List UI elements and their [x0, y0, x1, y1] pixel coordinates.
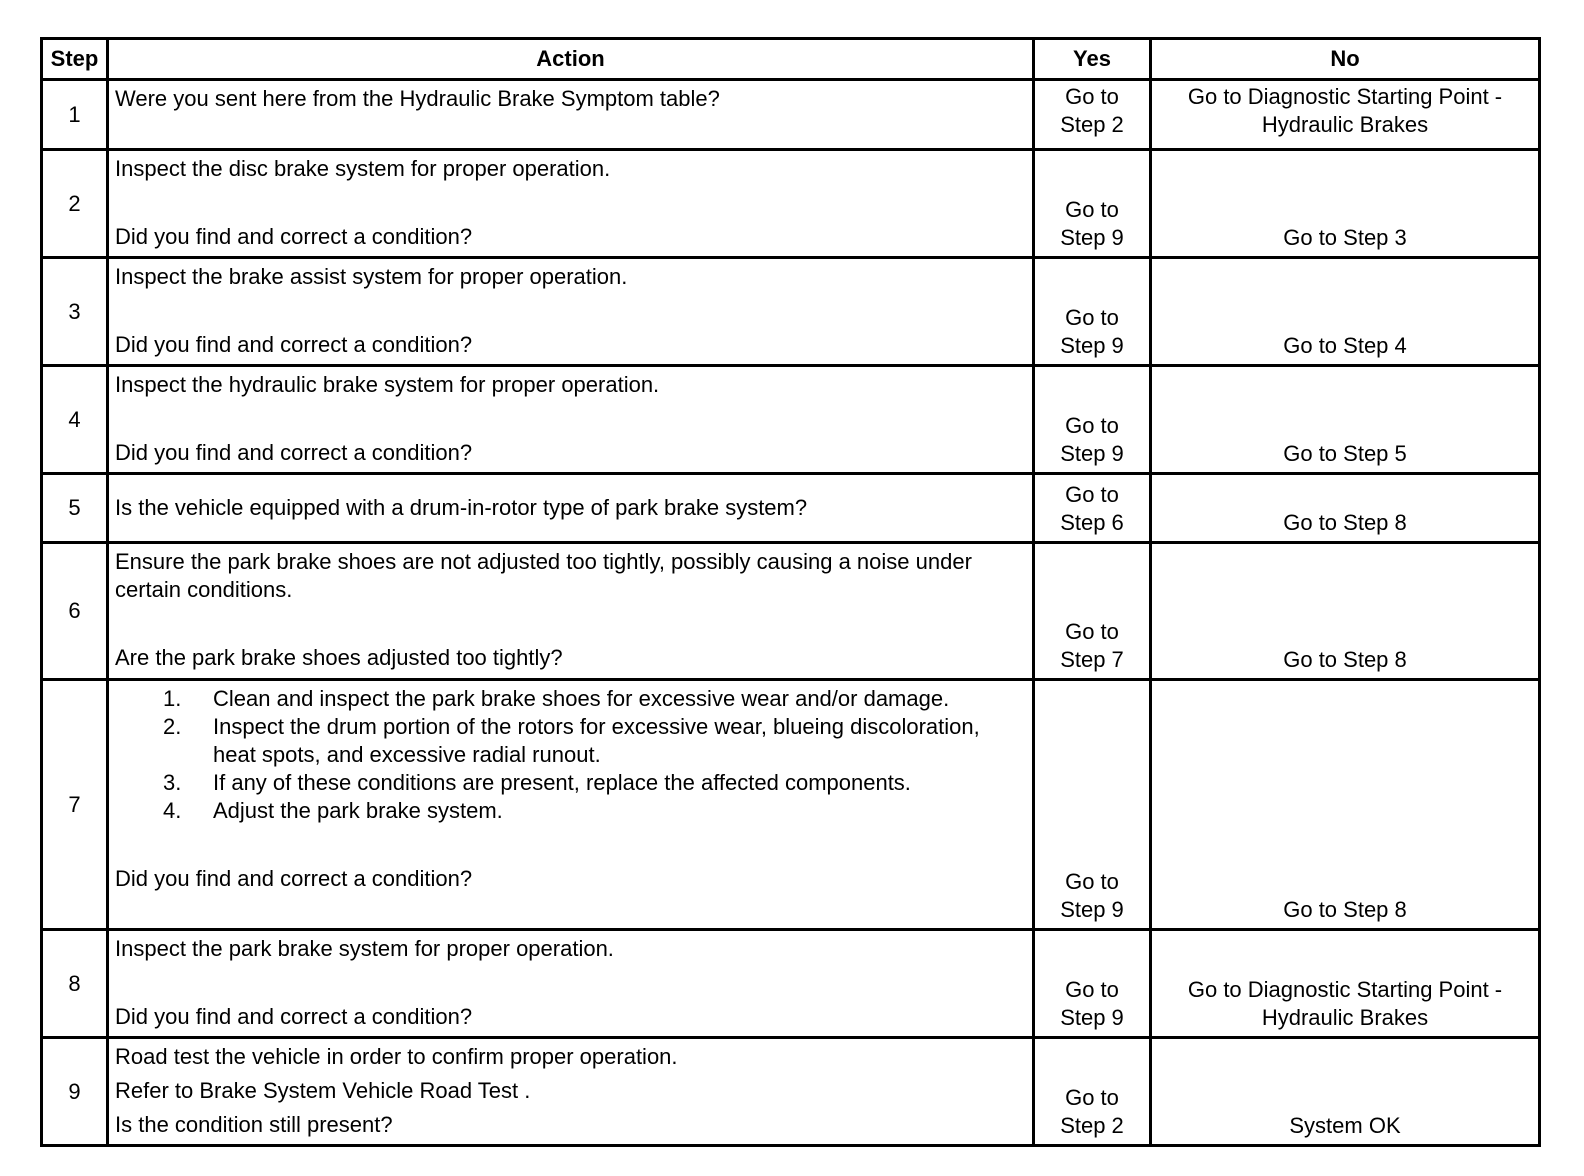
yes-link-line2[interactable]: Step 6 [1060, 510, 1124, 535]
yes-link-line2[interactable]: Step 2 [1060, 112, 1124, 137]
table-row [42, 80, 1540, 150]
action-question: Did you find and correct a condition? [115, 1004, 473, 1029]
header-action: Action [108, 39, 1034, 80]
step-number: 4 [42, 366, 108, 474]
action-text: Road test the vehicle in order to confirm proper operation. [115, 1044, 678, 1069]
step-number: 8 [42, 930, 108, 1038]
yes-cell [1034, 680, 1151, 930]
substep-text: If any of these conditions are present, replace the affected components. [213, 770, 911, 795]
header-yes: Yes [1034, 39, 1151, 80]
action-question: Did you find and correct a condition? [115, 866, 473, 891]
step-number: 2 [42, 150, 108, 258]
action-question: Did you find and correct a condition? [115, 332, 473, 357]
table-row [42, 150, 1540, 258]
step-number: 5 [42, 474, 108, 543]
action-cell [108, 258, 1034, 366]
substep-text: Clean and inspect the park brake shoes for excessive wear and/or damage. [213, 686, 950, 711]
no-link[interactable]: Go to Step 8 [1283, 897, 1407, 922]
yes-link-line1[interactable]: Go to [1065, 482, 1119, 507]
yes-link-line1[interactable]: Go to [1065, 1085, 1119, 1110]
yes-cell [1034, 366, 1151, 474]
no-link[interactable]: Go to Step 3 [1283, 225, 1407, 250]
yes-link-line1[interactable]: Go to [1065, 413, 1119, 438]
step-number: 3 [42, 258, 108, 366]
list-item [115, 769, 1026, 797]
yes-link-line2[interactable]: Step 9 [1060, 225, 1124, 250]
action-cell [108, 366, 1034, 474]
yes-link-line1[interactable]: Go to [1065, 619, 1119, 644]
yes-cell [1034, 1038, 1151, 1146]
diagnostic-table [40, 37, 1541, 1147]
action-text: Is the vehicle equipped with a drum-in-rotor type of park brake system? [115, 495, 808, 520]
no-cell [1151, 258, 1540, 366]
action-text: Inspect the disc brake system for proper operation. [115, 156, 611, 181]
no-link-line2[interactable]: Hydraulic Brakes [1261, 112, 1429, 137]
reference-link[interactable]: Refer to Brake System Vehicle Road Test . [115, 1078, 531, 1103]
yes-link-line1[interactable]: Go to [1065, 305, 1119, 330]
table-row [42, 474, 1540, 543]
no-link-line1[interactable]: Go to Diagnostic Starting Point - [1187, 84, 1503, 109]
step-number: 7 [42, 680, 108, 930]
table-row [42, 680, 1540, 930]
table-row [42, 258, 1540, 366]
action-cell [108, 474, 1034, 543]
substep-number: 4. [163, 798, 182, 823]
yes-cell [1034, 150, 1151, 258]
no-cell [1151, 543, 1540, 680]
yes-link-line1[interactable]: Go to [1065, 84, 1119, 109]
yes-link-line2[interactable]: Step 9 [1060, 897, 1124, 922]
header-step: Step [42, 39, 108, 80]
table-row [42, 366, 1540, 474]
yes-link-line2[interactable]: Step 7 [1060, 647, 1124, 672]
action-cell [108, 80, 1034, 150]
no-cell [1151, 474, 1540, 543]
no-link[interactable]: Go to Step 8 [1283, 647, 1407, 672]
yes-link-line2[interactable]: Step 2 [1060, 1113, 1124, 1138]
no-link[interactable]: Go to Step 8 [1283, 510, 1407, 535]
yes-cell [1034, 930, 1151, 1038]
no-link[interactable]: Go to Step 5 [1283, 441, 1407, 466]
list-item [115, 713, 1026, 769]
step-number: 6 [42, 543, 108, 680]
yes-cell [1034, 80, 1151, 150]
no-cell [1151, 1038, 1540, 1146]
yes-cell [1034, 258, 1151, 366]
substep-text: Inspect the drum portion of the rotors for excessive wear, blueing discoloration, heat spots, and excessive radial runout. [213, 714, 980, 767]
table-row [42, 930, 1540, 1038]
substep-number: 3. [163, 770, 182, 795]
no-link-line1[interactable]: Go to Diagnostic Starting Point - [1187, 977, 1503, 1002]
action-text: Ensure the park brake shoes are not adjusted too tightly, possibly causing a noise under certain conditions. [115, 549, 972, 602]
substep-number: 2. [163, 714, 182, 739]
table-row [42, 1038, 1540, 1146]
yes-cell [1034, 474, 1151, 543]
action-text: Inspect the hydraulic brake system for proper operation. [115, 372, 660, 397]
action-question: Did you find and correct a condition? [115, 440, 473, 465]
list-item [115, 797, 1026, 825]
no-cell [1151, 80, 1540, 150]
action-text: Were you sent here from the Hydraulic Brake Symptom table? [115, 86, 720, 111]
substep-text: Adjust the park brake system. [213, 798, 503, 823]
step-number: 1 [42, 80, 108, 150]
no-cell [1151, 366, 1540, 474]
action-cell [108, 150, 1034, 258]
no-link-line2[interactable]: Hydraulic Brakes [1261, 1005, 1429, 1030]
substep-number: 1. [163, 686, 182, 711]
yes-link-line2[interactable]: Step 9 [1060, 1005, 1124, 1030]
action-question: Did you find and correct a condition? [115, 224, 473, 249]
action-text: Inspect the park brake system for proper operation. [115, 936, 614, 961]
action-text: Inspect the brake assist system for proper operation. [115, 264, 628, 289]
action-cell [108, 543, 1034, 680]
yes-link-line2[interactable]: Step 9 [1060, 441, 1124, 466]
action-cell [108, 1038, 1034, 1146]
yes-cell [1034, 543, 1151, 680]
yes-link-line1[interactable]: Go to [1065, 197, 1119, 222]
yes-link-line1[interactable]: Go to [1065, 869, 1119, 894]
no-cell [1151, 930, 1540, 1038]
yes-link-line1[interactable]: Go to [1065, 977, 1119, 1002]
table-row [42, 543, 1540, 680]
list-item [115, 685, 1026, 713]
action-cell [108, 680, 1034, 930]
yes-link-line2[interactable]: Step 9 [1060, 333, 1124, 358]
step-number: 9 [42, 1038, 108, 1146]
substep-list [115, 685, 1026, 825]
header-no: No [1151, 39, 1540, 80]
no-link[interactable]: Go to Step 4 [1283, 333, 1407, 358]
action-cell [108, 930, 1034, 1038]
header-row [42, 39, 1540, 80]
no-result: System OK [1289, 1113, 1401, 1138]
action-question: Are the park brake shoes adjusted too tightly? [115, 645, 563, 670]
no-cell [1151, 150, 1540, 258]
no-cell [1151, 680, 1540, 930]
action-question: Is the condition still present? [115, 1112, 393, 1137]
